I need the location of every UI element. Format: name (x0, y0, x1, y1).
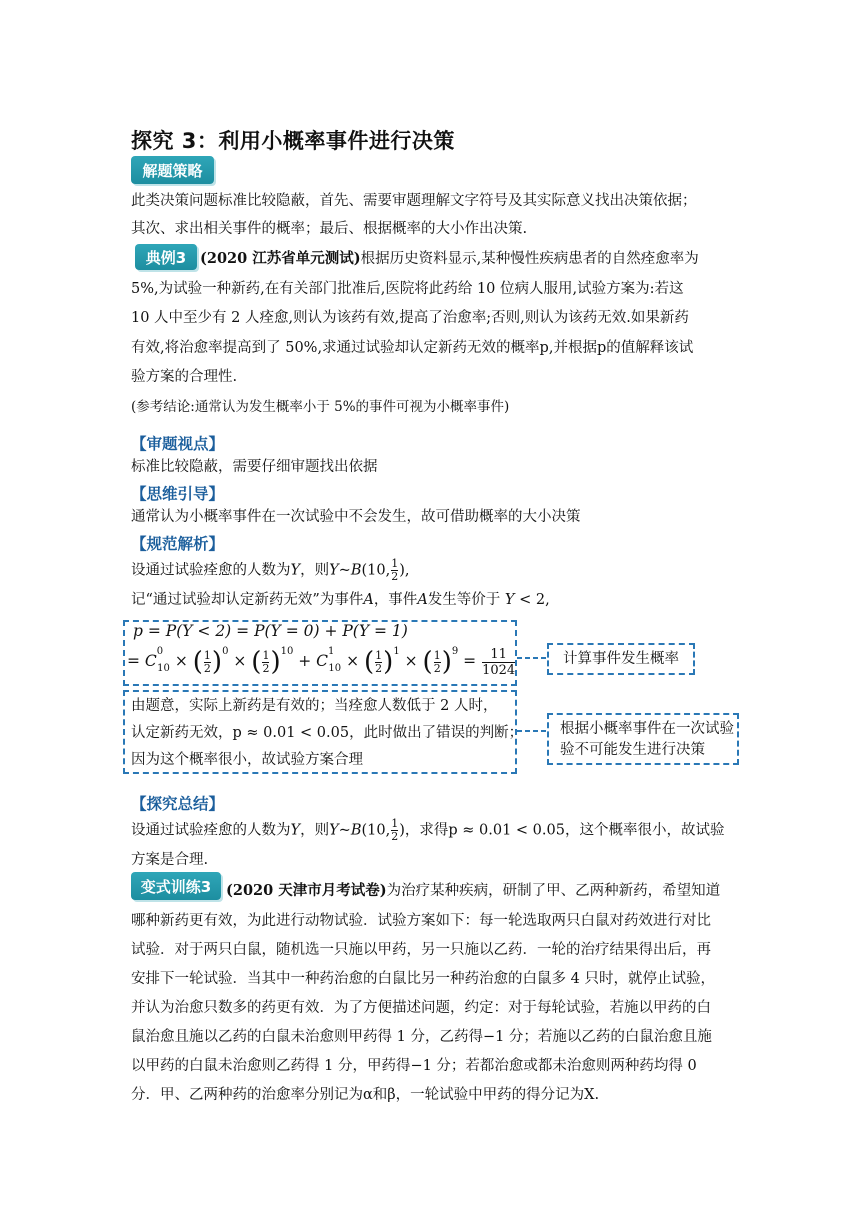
training-source: (2020 天津市月考试卷) (226, 882, 387, 899)
connector-lines (517, 650, 547, 750)
review-heading: 【审题视点】 (131, 435, 225, 453)
training-line-1: 为治疗某种疾病，研制了甲、乙两种新药，希望知道 (386, 883, 721, 899)
summary-heading: 【探究总结】 (131, 795, 225, 813)
summary-line-2: 方案是合理. (131, 852, 209, 868)
training-line-2: 哪种新药更有效，为此进行动物试验．试验方案如下：每一轮选取两只白鼠对药效进行对比 (131, 913, 711, 929)
training-line-6: 鼠治愈且施以乙药的白鼠未治愈则甲药得 1 分，乙药得−1 分；若施以乙药的白鼠治愈且施 (131, 1029, 712, 1045)
reasoning-line-3: 因为这个概率很小，故试验方案合理 (131, 752, 363, 768)
strategy-line-1: 此类决策问题标准比较隐蔽，首先、需要审题理解文字符号及其实际意义找出决策依据； (131, 193, 697, 209)
probability-formula: p = P(Y < 2) = P(Y = 0) + P(Y = 1) (133, 622, 408, 640)
binomial-expression: = $C^0_{10}$ × ( $\frac{1}{2}$ )$^0$ × ( $\frac{1}{2}$ )$^{10} + C^1_{10}$ × ( $\frac{1}{2}$ )$^1$ × ( $\frac{1}{2}$ )$^9$ = $\frac{11}{1024}$ (127, 646, 516, 678)
solution-line-2: 记“通过试验却认定新药无效”为事件A，事件A发生等价于 Y < 2, (131, 592, 550, 608)
example-tag: 典例3 (135, 244, 197, 270)
training-line-4: 安排下一轮试验．当其中一种药治愈的白鼠比另一种药治愈的白鼠多 4 只时，就停止试验， (131, 971, 715, 987)
reasoning-line-1: 由题意，实际上新药是有效的；当痊愈人数低于 2 人时， (131, 698, 498, 714)
training-line-8: 分．甲、乙两种药的治愈率分别记为α和β，一轮试验中甲药的得分记为X. (131, 1087, 600, 1103)
training-line-3: 试验．对于两只白鼠，随机选一只施以甲药，另一只施以乙药．一轮的治疗结果得出后，再 (131, 942, 711, 958)
solution-line-1: 设通过试验痊愈的人数为Y，则Y~B(10, $\frac{1}{2}$ ), (131, 557, 410, 583)
solution-heading: 【规范解析】 (131, 535, 225, 553)
note-decision-line-2: 验不可能发生进行决策 (560, 742, 705, 758)
example-line-3: 10 人中至少有 2 人痊愈,则认为该药有效,提高了治愈率;否则,则认为该药无效.如果新药 (131, 310, 689, 326)
example-line-2: 5%,为试验一种新药,在有关部门批准后,医院将此药给 10 位病人服用,试验方案为:若这 (131, 281, 684, 297)
strategy-line-2: 其次、求出相关事件的概率；最后、根据概率的大小作出决策. (131, 221, 528, 237)
note-calculate: 计算事件发生概率 (547, 643, 695, 675)
example-line-5: 验方案的合理性. (131, 369, 238, 385)
note-decision-line-1: 根据小概率事件在一次试验 (560, 721, 734, 737)
example-line-1: 根据历史资料显示,某种慢性疾病患者的自然痊愈率为 (360, 251, 699, 267)
guide-text: 通常认为小概率事件在一次试验中不会发生，故可借助概率的大小决策 (131, 509, 581, 525)
example-source: (2020 江苏省单元测试) (200, 250, 361, 267)
example-reference: (参考结论:通常认为发生概率小于 5%的事件可视为小概率事件) (131, 399, 510, 415)
training-tag: 变式训练3 (131, 872, 221, 900)
example-line-4: 有效,将治愈率提高到了 50%,求通过试验却认定新药无效的概率p,并根据p的值解释该试 (131, 340, 694, 356)
reasoning-line-2: 认定新药无效，p ≈ 0.01 < 0.05，此时做出了错误的判断； (131, 725, 524, 741)
training-line-5: 并认为治愈只数多的药更有效．为了方便描述问题，约定：对于每轮试验，若施以甲药的白 (131, 1000, 711, 1016)
result-numerator: 11 (490, 646, 507, 662)
result-denominator: 1024 (482, 662, 516, 678)
training-line-7: 以甲药的白鼠未治愈则乙药得 1 分，甲药得−1 分；若都治愈或都未治愈则两种药均得 0 (131, 1058, 697, 1074)
summary-line-1: 设通过试验痊愈的人数为Y，则Y~B(10, $\frac{1}{2}$ )，求得p ≈ 0.01 < 0.05，这个概率很小，故试验 (131, 817, 725, 843)
strategy-tag: 解题策略 (131, 156, 214, 184)
guide-heading: 【思维引导】 (131, 485, 225, 503)
page-title: 探究 3：利用小概率事件进行决策 (131, 129, 455, 153)
review-text: 标准比较隐蔽，需要仔细审题找出依据 (131, 459, 378, 475)
